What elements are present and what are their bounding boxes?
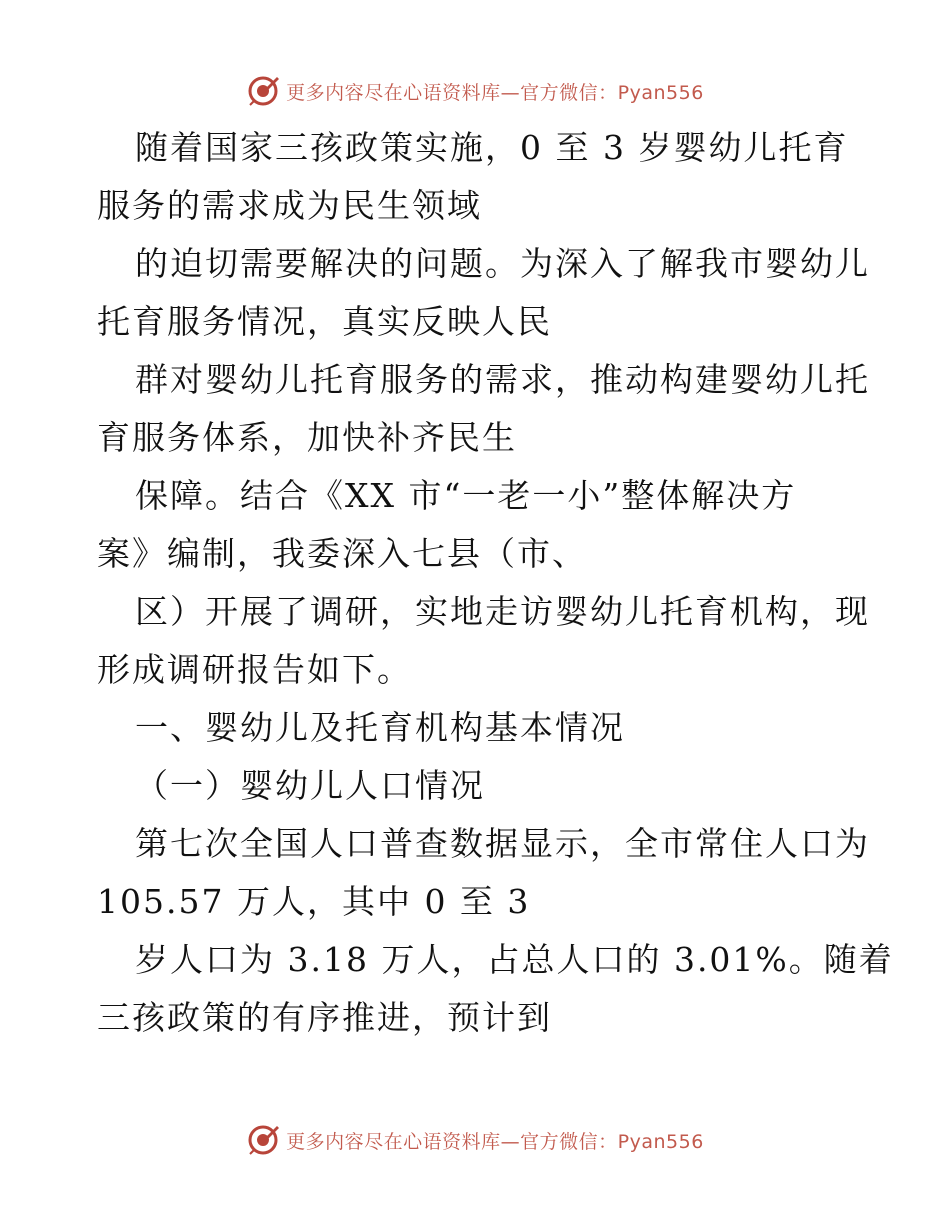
text-line: 案》编制，我委深入七县（市、 <box>97 534 587 573</box>
text-line: 岁人口为 3.18 万人，占总人口的 3.01%。随着 <box>135 940 894 979</box>
text-line: 第七次全国人口普查数据显示，全市常住人口为 <box>135 824 870 863</box>
text-line: 托育服务情况，真实反映人民 <box>97 302 552 341</box>
text-line: 随着国家三孩政策实施，0 至 3 岁婴幼儿托育 <box>135 128 849 167</box>
footer-banner-text: 更多内容尽在心语资料库—官方微信：Pyan556 <box>286 1130 704 1153</box>
header-banner <box>0 71 950 111</box>
text-line: 服务的需求成为民生领域 <box>97 186 482 225</box>
text-line: 保障。结合《XX 市“一老一小”整体解决方 <box>135 476 797 515</box>
text-line: 育服务体系，加快补齐民生 <box>97 418 517 457</box>
section-heading: 一、婴幼儿及托育机构基本情况 <box>135 708 625 747</box>
text-line: 的迫切需要解决的问题。为深入了解我市婴幼儿 <box>135 244 870 283</box>
text-line: 105.57 万人，其中 0 至 3 <box>97 882 531 921</box>
text-line: 群对婴幼儿托育服务的需求，推动构建婴幼儿托 <box>135 360 870 399</box>
subsection-heading: （一）婴幼儿人口情况 <box>135 766 485 805</box>
text-line: 区）开展了调研，实地走访婴幼儿托育机构，现 <box>135 592 870 631</box>
text-line: 形成调研报告如下。 <box>97 650 412 689</box>
header-banner-text: 更多内容尽在心语资料库—官方微信：Pyan556 <box>286 81 704 104</box>
footer-banner <box>0 1120 950 1160</box>
text-line: 三孩政策的有序推进，预计到 <box>97 998 552 1037</box>
pen-logo-icon <box>246 1123 280 1157</box>
pen-logo-icon <box>246 74 280 108</box>
